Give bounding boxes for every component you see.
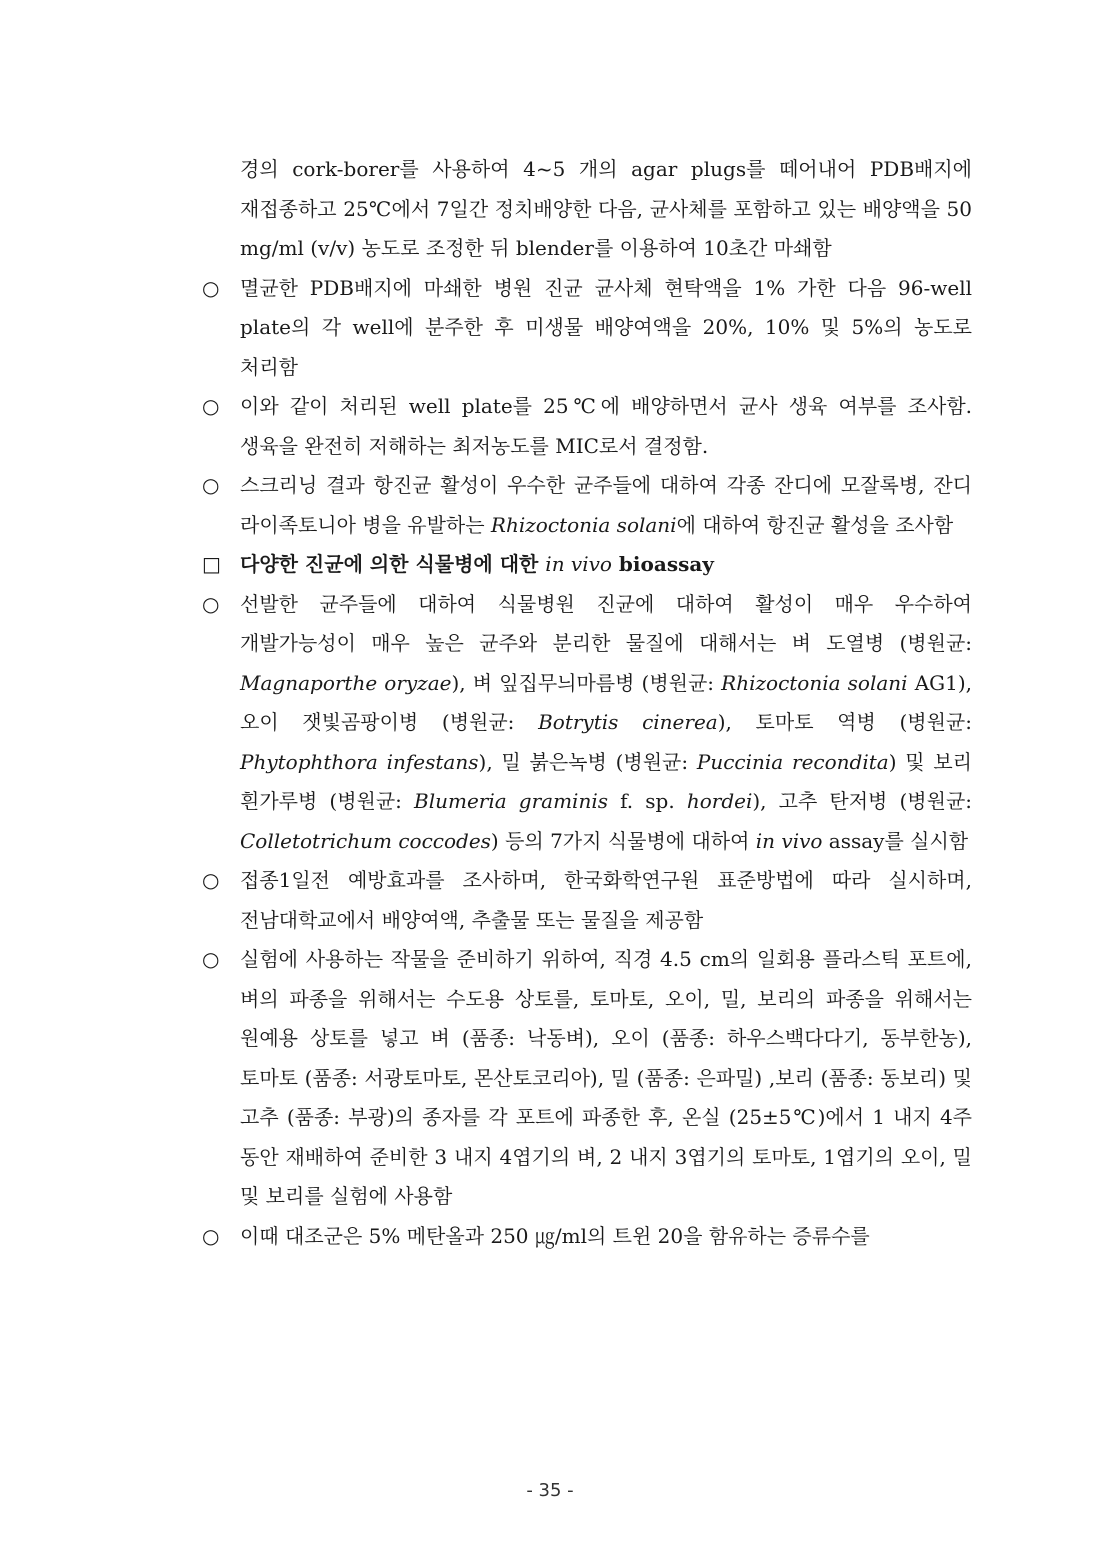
circle-bullet-icon: ○ — [202, 947, 220, 971]
page-number: - 35 - — [526, 1480, 574, 1501]
bullet-item-mic-result — [202, 387, 972, 466]
species-name: Blumeria graminis — [414, 789, 608, 813]
circle-bullet-icon: ○ — [202, 868, 220, 892]
paragraph-continuation — [202, 150, 972, 269]
text-run: ) 등의 7가지 식물병에 대하여 — [490, 828, 756, 853]
circle-bullet-icon: ○ — [202, 1223, 220, 1248]
circle-bullet-icon: ○ — [202, 473, 220, 497]
text-run: bioassay — [611, 552, 714, 576]
text-run: ), 밀 붉은녹병 (병원균: — [478, 749, 697, 774]
text-run: 다양한 진균에 의한 식물병에 대한 — [240, 552, 546, 576]
latin-term: in vivo — [755, 828, 823, 853]
text-run: f. sp. — [608, 789, 687, 813]
latin-term: in vivo — [545, 552, 612, 576]
species-name: Phytophthora infestans — [240, 749, 479, 774]
bullet-item-prevention — [202, 861, 972, 940]
paragraph-text: 경의 cork-borer를 사용하여 4~5 개의 agar plugs를 떼어내어 PDB배지에 재접종하고 25℃에서 7일간 정치배양한 다음, 균사체를 포함하고 있는 배양액을 50 mg/ml (v/v) 농도로 조정한 뒤 blender를 이용하여 10초간 마쇄함 — [240, 157, 972, 260]
paragraph-text: 실험에 사용하는 작물을 준비하기 위하여, 직경 4.5 cm의 일회용 플라스틱 포트에, 벼의 파종을 위해서는 수도용 상토를, 토마토, 오이, 밀, 보리의 파종을 위해서는 원예용 상토를 넣고 벼 (품종: 낙동벼), 오이 (품종: 하우스백다다기, 동부한농), 토마토 (품종: 서광토마토, 몬산토코리아), 밀 (품종: 은파밀) ,보리 (품종: 동보리) 및 고추 (품종: 부광)의 종자를 각 포트에 파종한 후, 온실 (25±5℃)에서 1 내지 4주 동안 재배하여 준비한 3 내지 4엽기의 벼, 2 내지 3엽기의 토마토, 1엽기의 오이, 밀 및 보리를 실험에 사용함 — [240, 947, 972, 1208]
text-run: assay를 실시함 — [822, 828, 969, 853]
paragraph-text: 접종1일전 예방효과를 조사하며, 한국화학연구원 표준방법에 따라 실시하며, 전남대학교에서 배양여액, 추출물 또는 물질을 제공함 — [240, 868, 972, 932]
species-name: Puccinia recondita — [696, 749, 889, 774]
species-name: Magnaporthe oryzae — [240, 670, 452, 695]
circle-bullet-icon: ○ — [202, 394, 220, 418]
paragraph-text: 이때 대조군은 5% 메탄올과 250 ㎍/ml의 트윈 20을 함유하는 증류수를 — [240, 1223, 870, 1248]
species-name: Rhizoctonia solani — [490, 512, 677, 537]
text-run: 스크리닝 결과 항진균 활성이 우수한 균주들에 대하여 각종 잔디에 모잘록병, 잔디 라이족토니아 병을 유발하는 — [240, 473, 972, 537]
text-run: AG1), 오이 잿빛곰팡이병 (병원균: — [240, 670, 972, 734]
text-run: 에 대하여 항진균 활성을 조사함 — [676, 512, 954, 537]
section-heading — [202, 545, 972, 585]
circle-bullet-icon: ○ — [202, 275, 220, 300]
bullet-item-control-group — [202, 1217, 972, 1257]
paragraph-text: 이와 같이 처리된 well plate를 25℃에 배양하면서 균사 생육 여부를 조사함. 생육을 완전히 저해하는 최저농도를 MIC로서 결정함. — [240, 394, 972, 458]
text-run: ), 고추 탄저병 (병원균: — [752, 789, 972, 813]
bullet-item-in-vivo-assay — [202, 585, 972, 862]
species-name: Colletotrichum coccodes — [240, 828, 491, 853]
bullet-item-mic-prep — [202, 269, 972, 388]
species-name: Rhizoctonia solani — [721, 670, 908, 695]
species-name: Botrytis cinerea — [538, 710, 718, 734]
body-text — [202, 150, 972, 1256]
text-run: ), 벼 잎집무늬마름병 (병원균: — [451, 670, 722, 695]
text-run: ) 및 보리 흰가루병 (병원균: — [240, 749, 973, 813]
circle-bullet-icon: ○ — [202, 591, 220, 616]
species-name: hordei — [686, 789, 753, 813]
bullet-item-rhizoctonia — [202, 466, 972, 545]
square-bullet-icon: □ — [202, 552, 221, 576]
paragraph-text: 멸균한 PDB배지에 마쇄한 병원 진균 균사체 현탁액을 1% 가한 다음 96-well plate의 각 well에 분주한 후 미생물 배양여액을 20%, 10% 및 5%의 농도로 처리함 — [240, 275, 972, 379]
text-run: ), 토마토 역병 (병원균: — [717, 710, 972, 734]
text-run: 선발한 균주들에 대하여 식물병원 진균에 대하여 활성이 매우 우수하여 개발가능성이 매우 높은 균주와 분리한 물질에 대해서는 벼 도열병 (병원균: — [240, 591, 972, 655]
bullet-item-crop-prep — [202, 940, 972, 1217]
